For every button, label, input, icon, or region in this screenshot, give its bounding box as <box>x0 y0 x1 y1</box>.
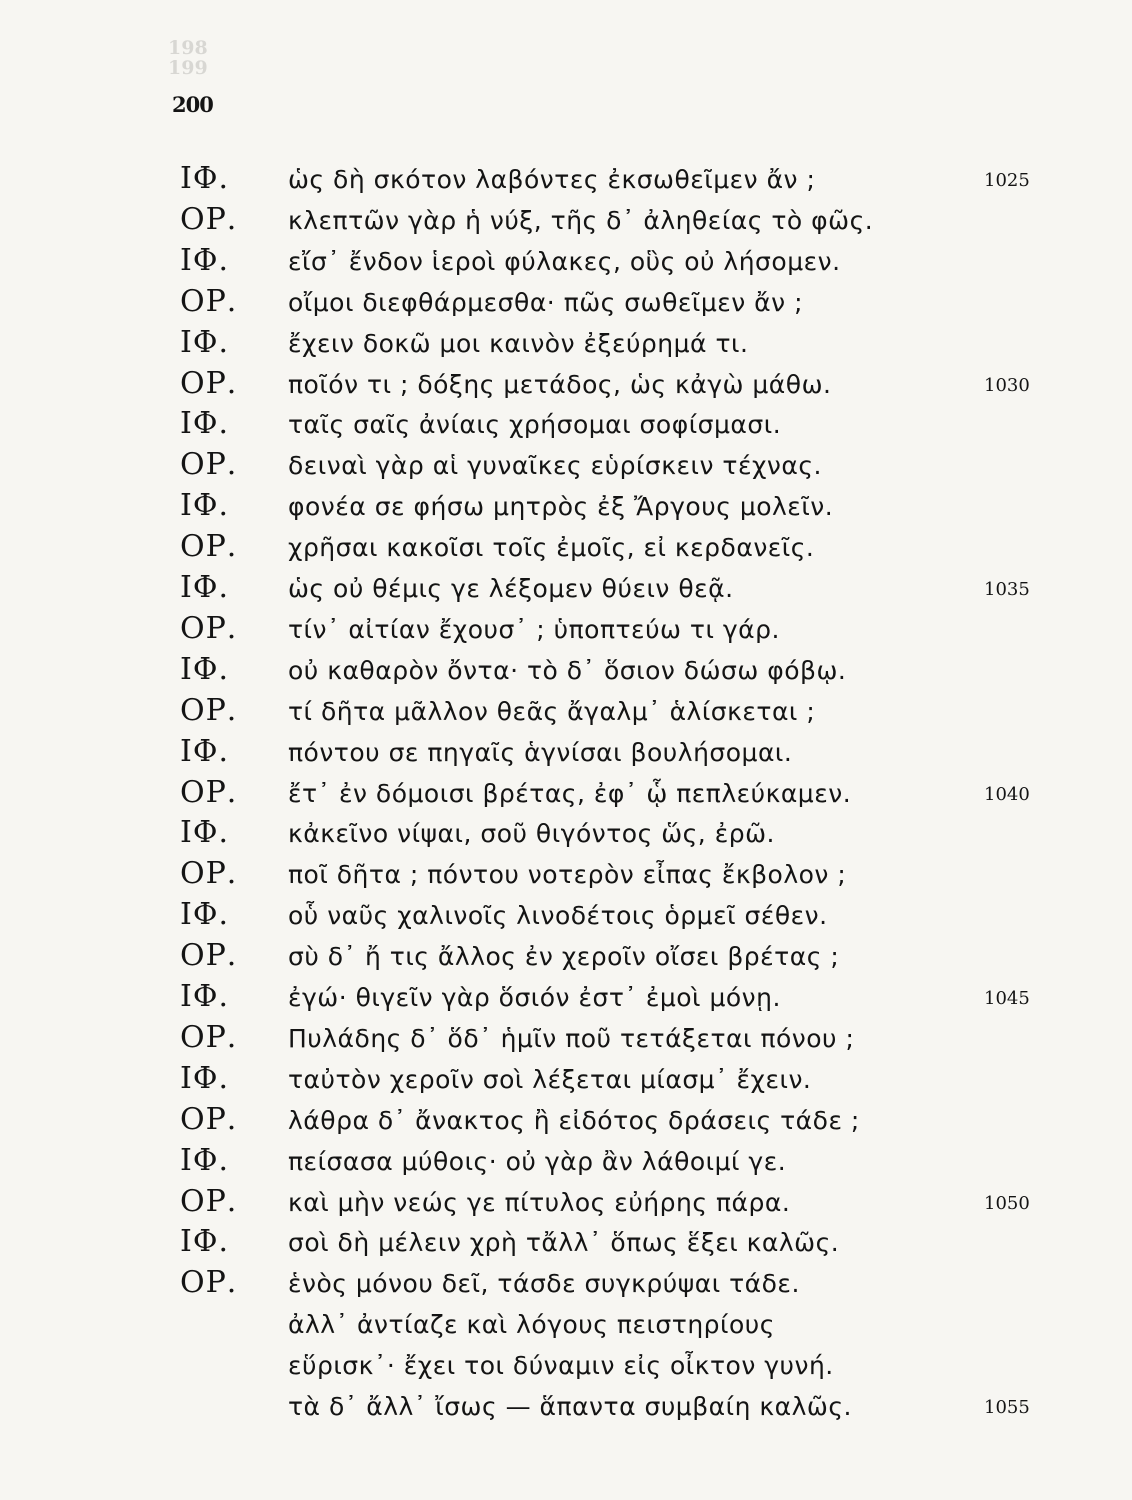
speaker-label: ΙΦ. <box>180 651 229 687</box>
verse-text: οὐ καθαρὸν ὄντα· τὸ δ᾽ ὅσιον δώσω φόβῳ. <box>288 655 847 685</box>
verse-line <box>0 1388 1132 1429</box>
speaker-label: ΙΦ. <box>180 488 229 524</box>
verse-text: ἐγώ· θιγεῖν γὰρ ὅσιόν ἐστ᾽ ἐμοὶ μόνῃ. <box>288 983 781 1012</box>
verse-line <box>0 775 1132 816</box>
page-number: 200 <box>172 92 213 117</box>
verse-text: τί δῆτα μᾶλλον θεᾶς ἄγαλμ᾽ ἁλίσκεται ; <box>288 696 816 726</box>
speaker-label: ΙΦ. <box>180 324 229 360</box>
line-number: 1055 <box>984 1397 1030 1418</box>
verse-line <box>0 529 1132 570</box>
verse-line <box>0 652 1132 693</box>
speaker-label: ΙΦ. <box>180 1060 229 1096</box>
verse-line <box>0 1224 1132 1265</box>
verse-line <box>0 1020 1132 1061</box>
verse-text: εἴσ᾽ ἔνδον ἱεροὶ φύλακες, οὓς οὐ λήσομεν. <box>288 246 841 276</box>
speaker-label: ΙΦ. <box>180 815 229 851</box>
verse-line <box>0 856 1132 897</box>
speaker-label: ΟΡ. <box>180 365 238 401</box>
verse-text: πείσασα μύθοις· οὐ γὰρ ἂν λάθοιμί γε. <box>288 1146 787 1176</box>
line-number: 1030 <box>984 374 1030 396</box>
verse-text: τὰ δ᾽ ἄλλ᾽ ἴσως — ἅπαντα συμβαίη καλῶς. <box>288 1392 852 1421</box>
verse-line <box>0 284 1132 325</box>
verse-line <box>0 447 1132 488</box>
verse-text: ὡς οὐ θέμις γε λέξομεν θύειν θεᾷ. <box>288 574 734 603</box>
verse-text: ἔτ᾽ ἐν δόμοισι βρέτας, ἐφ᾽ ᾧ πεπλεύκαμεν. <box>288 778 852 808</box>
verse-text: εὕρισκ᾽· ἔχει τοι δύναμιν εἰς οἶκτον γυνή. <box>288 1351 834 1381</box>
verse-line <box>0 979 1132 1020</box>
verse-text: ποῖόν τι ; δόξης μετάδος, ὡς κἀγὼ μάθω. <box>288 369 832 399</box>
verse-line <box>0 243 1132 284</box>
verse-line <box>0 734 1132 775</box>
verse-text: ἔχειν δοκῶ μοι καινὸν ἐξεύρημά τι. <box>288 328 749 358</box>
line-number: 1045 <box>984 988 1030 1009</box>
speaker-label: ΟΡ. <box>180 1265 238 1301</box>
verse-line <box>0 938 1132 979</box>
verse-text: δειναὶ γὰρ αἱ γυναῖκες εὑρίσκειν τέχνας. <box>288 451 822 481</box>
speaker-label: ΙΦ. <box>180 897 229 933</box>
verse-line <box>0 693 1132 734</box>
speaker-label: ΟΡ. <box>180 283 238 319</box>
speaker-label: ΟΡ. <box>180 447 238 483</box>
verse-text: ἑνὸς μόνου δεῖ, τάσδε συγκρύψαι τάδε. <box>288 1269 800 1299</box>
verse-text: κλεπτῶν γὰρ ἡ νύξ, τῆς δ᾽ ἀληθείας τὸ φῶς. <box>288 205 874 235</box>
verse-text: οἴμοι διεφθάρμεσθα· πῶς σωθεῖμεν ἄν ; <box>288 287 803 317</box>
verse-line <box>0 897 1132 938</box>
verse-text: οὗ ναῦς χαλινοῖς λινοδέτοις ὁρμεῖ σέθεν. <box>288 901 828 931</box>
verse-line <box>0 366 1132 407</box>
verse-text: ταῖς σαῖς ἀνίαις χρήσομαι σοφίσμασι. <box>288 410 782 440</box>
speaker-label: ΙΦ. <box>180 570 229 605</box>
line-number: 1040 <box>984 783 1030 805</box>
speaker-label: ΟΡ. <box>180 1101 238 1137</box>
speaker-label: ΙΦ. <box>180 1224 229 1260</box>
verse-line <box>0 1102 1132 1143</box>
line-number: 1025 <box>984 170 1030 191</box>
verse-line <box>0 1184 1132 1225</box>
verse-line <box>0 611 1132 652</box>
verse-line <box>0 570 1132 611</box>
verse-line <box>0 1306 1132 1347</box>
speaker-label: ΙΦ. <box>180 1142 229 1178</box>
speaker-label: ΟΡ. <box>180 856 238 892</box>
ghost-number: 199 <box>168 57 208 79</box>
speaker-label: ΟΡ. <box>180 774 238 810</box>
verse-line <box>0 1265 1132 1306</box>
verse-text: φονέα σε φήσω μητρὸς ἐξ Ἄργους μολεῖν. <box>288 492 834 522</box>
verse-text: ποῖ δῆτα ; πόντου νοτερὸν εἶπας ἔκβολον ; <box>288 860 847 890</box>
verse-line <box>0 406 1132 447</box>
verse-line <box>0 325 1132 366</box>
speaker-label: ΟΡ. <box>180 201 238 237</box>
speaker-label: ΟΡ. <box>180 1183 238 1219</box>
verse-text: ὡς δὴ σκότον λαβόντες ἐκσωθεῖμεν ἄν ; <box>288 165 816 194</box>
verse-text: καὶ μὴν νεώς γε πίτυλος εὐήρης πάρα. <box>288 1187 791 1217</box>
verse-line <box>0 488 1132 529</box>
verse-line <box>0 815 1132 856</box>
verse-text: ἀλλ᾽ ἀντίαζε καὶ λόγους πειστηρίους <box>288 1310 775 1340</box>
speaker-label: ΟΡ. <box>180 1019 238 1055</box>
verse-text: χρῆσαι κακοῖσι τοῖς ἐμοῖς, εἰ κερδανεῖς. <box>288 533 815 563</box>
line-number: 1050 <box>984 1192 1030 1214</box>
speaker-label: ΙΦ. <box>180 406 229 442</box>
line-number: 1035 <box>984 579 1030 600</box>
verse-text: πόντου σε πηγαῖς ἁγνίσαι βουλήσομαι. <box>288 737 793 767</box>
verse-line <box>0 1143 1132 1184</box>
speaker-label: ΙΦ. <box>180 733 229 769</box>
speaker-label: ΟΡ. <box>180 529 238 565</box>
verse-line <box>0 161 1132 202</box>
verse-text: κἀκεῖνο νίψαι, σοῦ θιγόντος ὥς, ἐρῶ. <box>288 819 775 849</box>
speaker-label: ΙΦ. <box>180 161 229 196</box>
verse-text: λάθρα δ᾽ ἄνακτος ἢ εἰδότος δράσεις τάδε ; <box>288 1105 860 1135</box>
verse-text: τίν᾽ αἰτίαν ἔχουσ᾽ ; ὑποπτεύω τι γάρ. <box>288 614 780 644</box>
verse-text: Πυλάδης δ᾽ ὅδ᾽ ἡμῖν ποῦ τετάξεται πόνου ; <box>288 1023 855 1053</box>
speaker-label: ΟΡ. <box>180 610 238 646</box>
speaker-label: ΟΡ. <box>180 938 238 974</box>
speaker-label: ΙΦ. <box>180 979 229 1014</box>
verse-text: σοὶ δὴ μέλειν χρὴ τἄλλ᾽ ὅπως ἕξει καλῶς. <box>288 1228 840 1258</box>
show-through-page-numbers <box>168 38 208 78</box>
verse-line <box>0 202 1132 243</box>
speaker-label: ΟΡ. <box>180 692 238 728</box>
verse-text: ταὐτὸν χεροῖν σοὶ λέξεται μίασμ᾽ ἔχειν. <box>288 1064 812 1094</box>
verse-line <box>0 1061 1132 1102</box>
verse-text: σὺ δ᾽ ἤ τις ἄλλος ἐν χεροῖν οἴσει βρέτας ; <box>288 942 840 972</box>
verse-line <box>0 1347 1132 1388</box>
ghost-number: 198 <box>168 37 208 59</box>
speaker-label: ΙΦ. <box>180 242 229 278</box>
